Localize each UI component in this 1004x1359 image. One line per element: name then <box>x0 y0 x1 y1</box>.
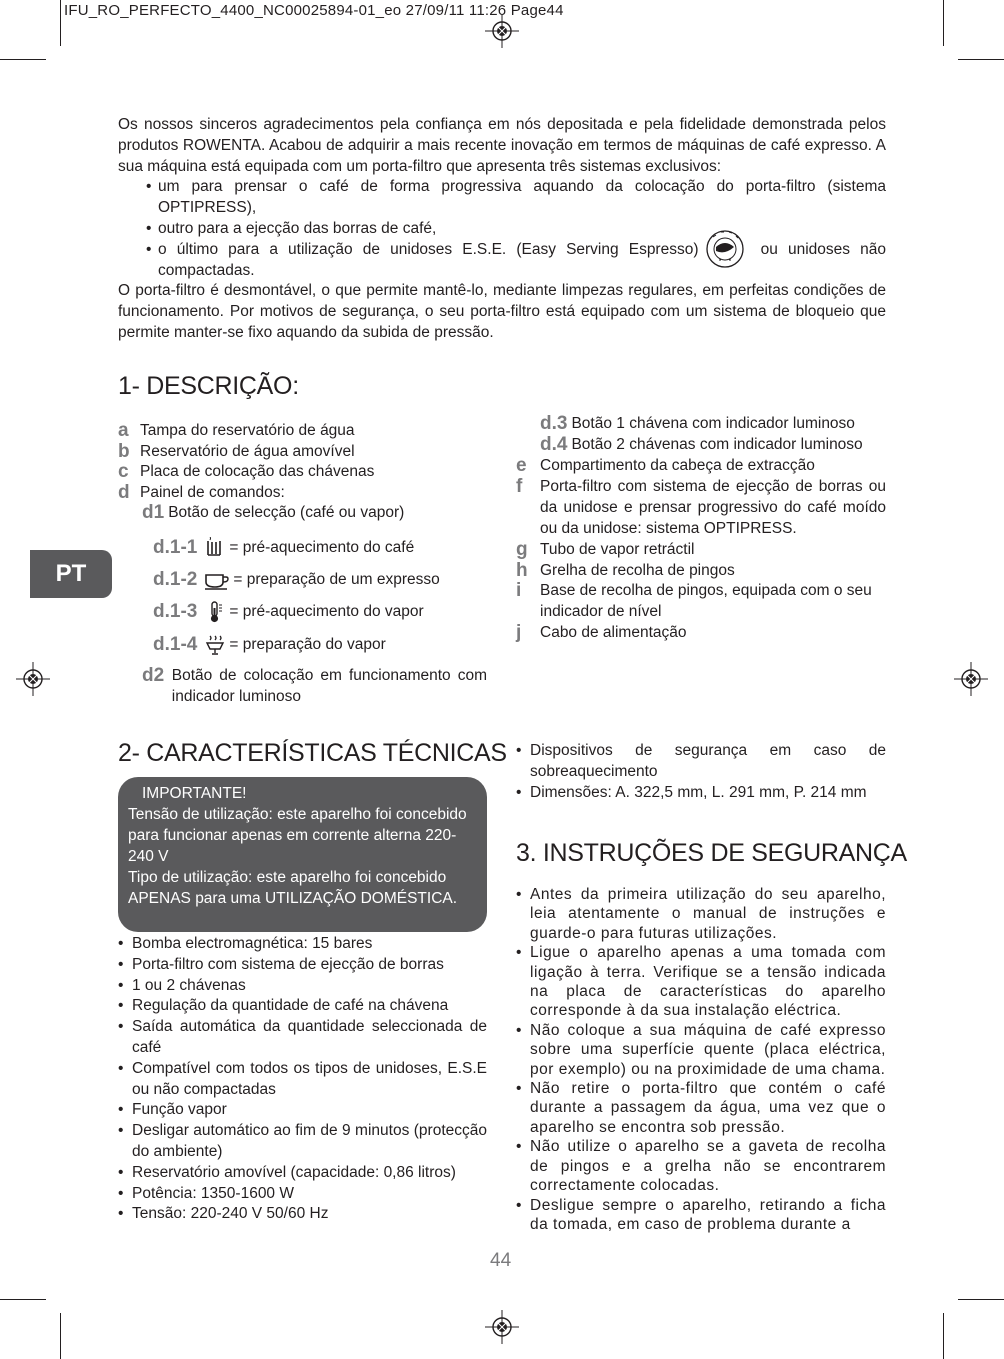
description-item <box>516 561 886 582</box>
item-letter: b <box>118 441 130 462</box>
crop-mark <box>60 1313 61 1359</box>
intro-bullet-text: ou unidoses não compactadas. <box>158 240 887 279</box>
safety-item: • Ligue o aparelho apenas a uma tomada com ligação à terra. Verifique se a tensão indicada na placa de características do aparelho corresponde à da sua instalação eléctrica. <box>516 943 886 1021</box>
description-item <box>516 477 886 539</box>
important-notice-box <box>118 777 487 932</box>
item-letter: e <box>516 455 527 476</box>
item-letter: h <box>516 560 528 581</box>
technical-item: • 1 ou 2 chávenas <box>118 976 487 997</box>
crop-mark <box>60 0 61 46</box>
crop-mark <box>943 0 944 46</box>
item-letter: c <box>118 461 129 482</box>
technical-item: • Potência: 1350-1600 W <box>118 1184 487 1205</box>
item-text: Tubo de vapor retráctil <box>540 541 695 558</box>
description-subitem <box>142 666 487 708</box>
subitem-text: = pré-aquecimento do vapor <box>229 602 424 620</box>
item-text: Cabo de alimentação <box>540 624 687 641</box>
subitem-label: d.1-3 <box>153 600 198 622</box>
subitem-text: = pré-aquecimento do café <box>229 538 415 556</box>
technical-item: • Dimensões: A. 322,5 mm, L. 291 mm, P. 214 mm <box>516 783 886 804</box>
technical-item: • Porta-filtro com sistema de ejecção de borras <box>118 955 487 976</box>
technical-item: • Compatível com todos os tipos de unidoses, E.S.E ou não compactadas <box>118 1059 487 1101</box>
subitem-label: d.1-2 <box>153 568 198 590</box>
safety-item: • Não coloque a sua máquina de café expresso sobre uma superfície quente (placa eléctrica, por exemplo) ou na proximidade de uma chama. <box>516 1021 886 1079</box>
subitem-label: d.1-4 <box>153 633 198 655</box>
section-title-description: 1- DESCRIÇÃO: <box>118 372 299 400</box>
registration-mark-icon <box>485 1310 519 1344</box>
technical-item: • Função vapor <box>118 1100 487 1121</box>
registration-mark-icon <box>485 14 519 48</box>
intro-bullet <box>146 240 886 282</box>
intro-paragraph: O porta-filtro é desmontável, o que permite mantê-lo, mediante limpezas regulares, em perfeitas condições de funcionamento. Por motivos de segurança, o seu porta-filtro está equipado com um sistema de bloqueio que permite manter-se fixo aquando da subida de pressão. <box>118 282 886 341</box>
safety-item: • Não retire o porta-filtro que contém o café durante a passagem da água, uma vez que o aparelho se encontra sob pressão. <box>516 1079 886 1137</box>
item-text: Placa de colocação das chávenas <box>140 463 375 480</box>
item-text: Painel de comandos: <box>140 484 285 501</box>
steam-icon <box>204 634 226 656</box>
technical-item: • Tensão: 220-240 V 50/60 Hz <box>118 1204 487 1225</box>
subitem-label: d.1-1 <box>153 536 198 558</box>
espresso-cup-icon <box>204 569 230 591</box>
item-letter: a <box>118 420 129 441</box>
description-subitem <box>540 414 890 435</box>
crop-mark <box>0 59 46 60</box>
intro-bullet: • outro para a ejecção das borras de café, <box>146 219 886 240</box>
subitem-text: Botão 2 chávenas com indicador luminoso <box>571 436 863 453</box>
intro-section <box>118 115 886 344</box>
subitem-text: Botão de selecção (café ou vapor) <box>168 504 405 521</box>
section-title-safety: 3. INSTRUÇÕES DE SEGURANÇA <box>516 839 907 867</box>
subitem-text: = preparação de um expresso <box>233 570 440 588</box>
description-subitem <box>153 569 493 591</box>
item-text: Base de recolha de pingos, equipada com o seu indicador de nível <box>540 582 872 620</box>
technical-item: • Regulação da quantidade de café na chávena <box>118 996 487 1017</box>
description-item <box>516 540 886 561</box>
description-subitem <box>142 503 492 524</box>
technical-item: • Desligar automático ao fim de 9 minutos (protecção do ambiente) <box>118 1121 487 1163</box>
subitem-label: d.4 <box>540 434 568 455</box>
description-item <box>118 421 498 442</box>
technical-item: • Reservatório amovível (capacidade: 0,86 litros) <box>118 1163 487 1184</box>
section-title-technical: 2- CARACTERÍSTICAS TÉCNICAS <box>118 739 507 767</box>
crop-mark <box>943 1313 944 1359</box>
important-heading: IMPORTANTE! <box>142 785 247 802</box>
language-tab: PT <box>30 550 112 598</box>
crop-mark <box>958 59 1004 60</box>
important-text: Tensão de utilização: este aparelho foi concebido para funcionar apenas em corrente alterna 220-240 V <box>128 806 467 865</box>
important-text: Tipo de utilização: este aparelho foi concebido APENAS para uma UTILIZAÇÃO DOMÉSTICA. <box>128 869 458 907</box>
description-subitem <box>153 537 493 559</box>
subitem-text: Botão de colocação em funcionamento com indicador luminoso <box>171 667 487 705</box>
description-item <box>516 581 886 623</box>
safety-item: • Desligue sempre o aparelho, retirando a ficha da tomada, em caso de problema durante a <box>516 1196 886 1235</box>
description-item <box>516 456 886 477</box>
item-letter: i <box>516 580 522 601</box>
description-subitem <box>540 435 890 456</box>
item-letter: d <box>118 482 130 503</box>
description-item <box>118 462 498 483</box>
subitem-text: Botão 1 chávena com indicador luminoso <box>571 415 855 432</box>
safety-item: • Antes da primeira utilização do seu aparelho, leia atentamente o manual de instruções e guarde-o para futuras utilizações. <box>516 885 886 943</box>
page-number: 44 <box>490 1250 512 1271</box>
technical-list <box>118 934 487 1225</box>
item-text: Compartimento da cabeça de extracção <box>540 457 815 474</box>
thermometer-icon <box>204 601 226 623</box>
intro-paragraph: Os nossos sinceros agradecimentos pela confiança em nós depositada e pela fidelidade demonstrada pelos produtos ROWENTA. Acabou de adquirir a mais recente inovação em termos de máquinas de café expresso. A sua máquina está equipada com um porta-filtro que apresenta três sistemas exclusivos: <box>118 116 886 175</box>
item-letter: f <box>516 476 523 497</box>
subitem-label: d2 <box>142 665 165 686</box>
item-text: Grelha de recolha de pingos <box>540 562 735 579</box>
coffee-preheat-icon <box>204 537 226 559</box>
ese-logo-icon <box>703 229 747 269</box>
description-subitem <box>153 634 493 656</box>
registration-mark-icon <box>16 662 50 696</box>
crop-mark <box>0 1299 46 1300</box>
item-text: Reservatório de água amovível <box>140 443 355 460</box>
subitem-label: d.3 <box>540 413 568 434</box>
technical-item: • Bomba electromagnética: 15 bares <box>118 934 487 955</box>
crop-mark <box>958 1299 1004 1300</box>
item-text: Porta-filtro com sistema de ejecção de borras ou da unidose e prensar progressivo do café moído ou da unidose: sistema OPTIPRESS. <box>540 478 886 537</box>
safety-list <box>516 885 886 1234</box>
registration-mark-icon <box>954 662 988 696</box>
technical-list-continued <box>516 741 886 803</box>
item-letter: g <box>516 539 528 560</box>
technical-item: • Dispositivos de segurança em caso de sobreaquecimento <box>516 741 886 783</box>
description-item <box>516 623 886 644</box>
item-text: Tampa do reservatório de água <box>140 422 355 439</box>
description-item <box>118 442 498 463</box>
description-subitem <box>153 601 493 623</box>
technical-item: • Saída automática da quantidade seleccionada de café <box>118 1017 487 1059</box>
safety-item: • Não utilize o aparelho se a gaveta de recolha de pingos e a grelha não se encontrarem correctamente colocadas. <box>516 1137 886 1195</box>
intro-bullet-text: o último para a utilização de unidoses E.S.E. (Easy Serving Espresso) <box>158 240 699 258</box>
intro-bullet-list <box>118 177 886 281</box>
print-slug-header: IFU_RO_PERFECTO_4400_NC00025894-01_eo 27/09/11 11:26 Page44 <box>64 2 564 19</box>
subitem-label: d1 <box>142 502 165 523</box>
item-letter: j <box>516 622 522 643</box>
subitem-text: = preparação do vapor <box>229 635 386 653</box>
intro-bullet: • um para prensar o café de forma progressiva aquando da colocação do porta-filtro (sistema OPTIPRESS), <box>146 177 886 219</box>
description-item <box>118 483 498 504</box>
